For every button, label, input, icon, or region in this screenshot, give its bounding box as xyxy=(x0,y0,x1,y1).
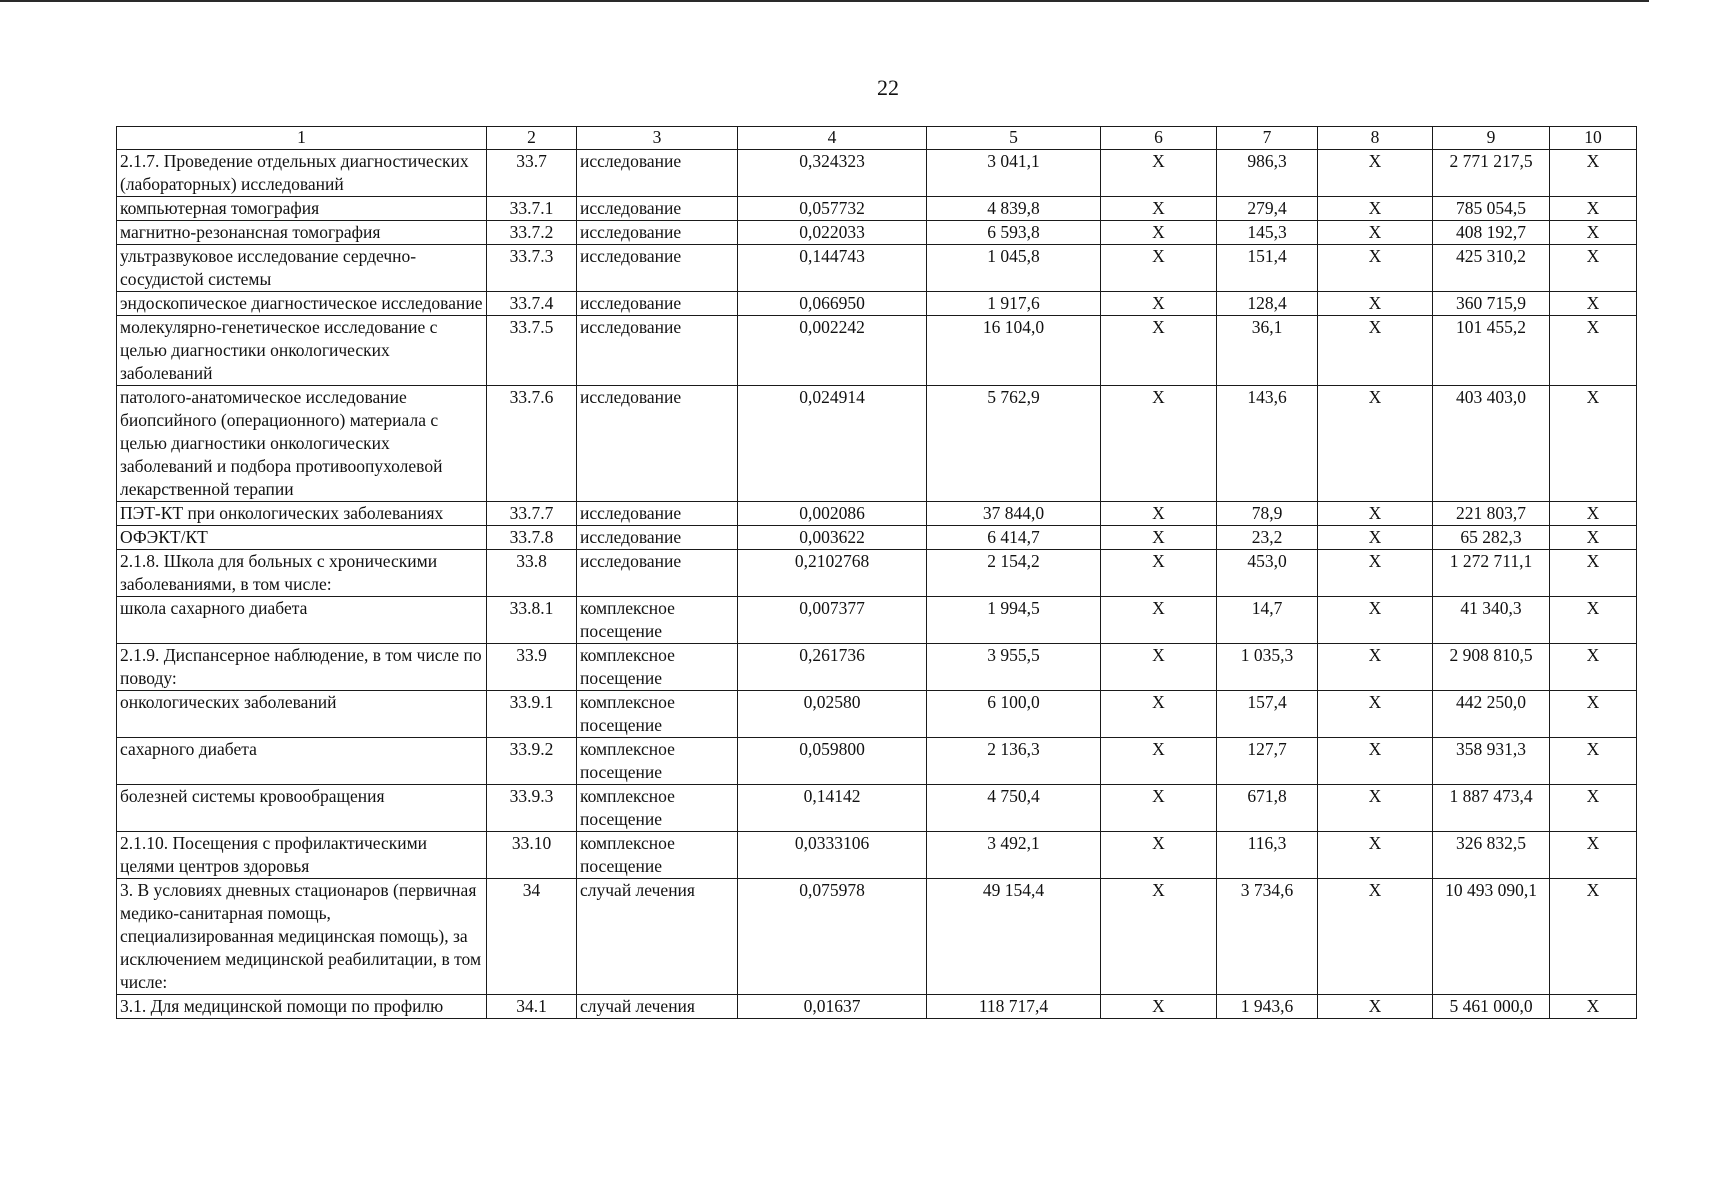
row-col5: 118 717,4 xyxy=(927,995,1101,1019)
row-col5: 3 492,1 xyxy=(927,832,1101,879)
row-unit: исследование xyxy=(577,526,738,550)
row-name: школа сахарного диабета xyxy=(117,597,487,644)
row-col7: 671,8 xyxy=(1217,785,1318,832)
table-row xyxy=(117,221,1637,245)
row-name: 2.1.9. Диспансерное наблюдение, в том числе по поводу: xyxy=(117,644,487,691)
row-col5: 6 100,0 xyxy=(927,691,1101,738)
row-code: 33.7.6 xyxy=(487,386,577,502)
row-col10: X xyxy=(1550,502,1637,526)
row-code: 33.7 xyxy=(487,150,577,197)
row-code: 33.8.1 xyxy=(487,597,577,644)
row-col5: 2 154,2 xyxy=(927,550,1101,597)
row-col6: X xyxy=(1101,292,1217,316)
row-col9: 101 455,2 xyxy=(1433,316,1550,386)
row-col8: X xyxy=(1318,597,1433,644)
row-unit: исследование xyxy=(577,221,738,245)
row-name: молекулярно-генетическое исследование с целью диагностики онкологических заболеваний xyxy=(117,316,487,386)
row-col9: 1 887 473,4 xyxy=(1433,785,1550,832)
row-col5: 5 762,9 xyxy=(927,386,1101,502)
top-rule xyxy=(0,0,1649,2)
row-col6: X xyxy=(1101,316,1217,386)
row-col4: 0,01637 xyxy=(738,995,927,1019)
row-name: эндоскопическое диагностическое исследование xyxy=(117,292,487,316)
row-unit: исследование xyxy=(577,386,738,502)
row-code: 33.7.4 xyxy=(487,292,577,316)
row-name: магнитно-резонансная томография xyxy=(117,221,487,245)
row-col8: X xyxy=(1318,197,1433,221)
row-code: 33.7.7 xyxy=(487,502,577,526)
column-header-5: 5 xyxy=(927,127,1101,150)
row-col4: 0,024914 xyxy=(738,386,927,502)
row-col8: X xyxy=(1318,386,1433,502)
row-code: 33.7.1 xyxy=(487,197,577,221)
page-number: 22 xyxy=(877,75,899,100)
row-col9: 442 250,0 xyxy=(1433,691,1550,738)
row-unit: комплексное посещение xyxy=(577,738,738,785)
row-col5: 6 593,8 xyxy=(927,221,1101,245)
column-header-2: 2 xyxy=(487,127,577,150)
row-col7: 116,3 xyxy=(1217,832,1318,879)
row-col4: 0,324323 xyxy=(738,150,927,197)
row-col8: X xyxy=(1318,738,1433,785)
table-row xyxy=(117,832,1637,879)
table-container xyxy=(116,126,1636,1019)
table-row xyxy=(117,691,1637,738)
row-col9: 360 715,9 xyxy=(1433,292,1550,316)
row-col8: X xyxy=(1318,502,1433,526)
row-col6: X xyxy=(1101,691,1217,738)
row-col9: 403 403,0 xyxy=(1433,386,1550,502)
row-col8: X xyxy=(1318,785,1433,832)
row-col9: 425 310,2 xyxy=(1433,245,1550,292)
row-col6: X xyxy=(1101,879,1217,995)
row-col7: 151,4 xyxy=(1217,245,1318,292)
row-name: ПЭТ-КТ при онкологических заболеваниях xyxy=(117,502,487,526)
row-col8: X xyxy=(1318,292,1433,316)
row-col5: 3 041,1 xyxy=(927,150,1101,197)
row-col9: 2 908 810,5 xyxy=(1433,644,1550,691)
row-code: 34 xyxy=(487,879,577,995)
row-col6: X xyxy=(1101,221,1217,245)
row-code: 33.9.3 xyxy=(487,785,577,832)
row-col6: X xyxy=(1101,995,1217,1019)
row-code: 33.9.1 xyxy=(487,691,577,738)
row-col7: 14,7 xyxy=(1217,597,1318,644)
row-col7: 128,4 xyxy=(1217,292,1318,316)
table-row xyxy=(117,550,1637,597)
row-unit: исследование xyxy=(577,292,738,316)
row-col5: 1 994,5 xyxy=(927,597,1101,644)
row-col5: 4 839,8 xyxy=(927,197,1101,221)
table-row xyxy=(117,197,1637,221)
row-name: ОФЭКТ/КТ xyxy=(117,526,487,550)
row-unit: исследование xyxy=(577,245,738,292)
row-col9: 1 272 711,1 xyxy=(1433,550,1550,597)
row-code: 33.9 xyxy=(487,644,577,691)
row-unit: комплексное посещение xyxy=(577,597,738,644)
column-header-6: 6 xyxy=(1101,127,1217,150)
row-col4: 0,144743 xyxy=(738,245,927,292)
row-col6: X xyxy=(1101,597,1217,644)
header-row xyxy=(117,127,1637,150)
row-col4: 0,0333106 xyxy=(738,832,927,879)
row-col9: 358 931,3 xyxy=(1433,738,1550,785)
table-row xyxy=(117,995,1637,1019)
row-col10: X xyxy=(1550,316,1637,386)
row-col6: X xyxy=(1101,386,1217,502)
row-col9: 5 461 000,0 xyxy=(1433,995,1550,1019)
column-header-4: 4 xyxy=(738,127,927,150)
table-row xyxy=(117,292,1637,316)
row-col4: 0,002086 xyxy=(738,502,927,526)
row-col7: 145,3 xyxy=(1217,221,1318,245)
row-col8: X xyxy=(1318,150,1433,197)
row-col8: X xyxy=(1318,526,1433,550)
row-col10: X xyxy=(1550,221,1637,245)
row-col4: 0,02580 xyxy=(738,691,927,738)
table-row xyxy=(117,879,1637,995)
row-col7: 3 734,6 xyxy=(1217,879,1318,995)
row-col4: 0,059800 xyxy=(738,738,927,785)
row-col7: 453,0 xyxy=(1217,550,1318,597)
row-col10: X xyxy=(1550,150,1637,197)
row-col5: 37 844,0 xyxy=(927,502,1101,526)
row-col4: 0,003622 xyxy=(738,526,927,550)
column-header-9: 9 xyxy=(1433,127,1550,150)
row-col8: X xyxy=(1318,644,1433,691)
row-col7: 78,9 xyxy=(1217,502,1318,526)
row-unit: исследование xyxy=(577,550,738,597)
row-code: 33.7.5 xyxy=(487,316,577,386)
row-name: сахарного диабета xyxy=(117,738,487,785)
row-unit: комплексное посещение xyxy=(577,785,738,832)
row-col10: X xyxy=(1550,197,1637,221)
column-header-7: 7 xyxy=(1217,127,1318,150)
row-col7: 23,2 xyxy=(1217,526,1318,550)
table-row xyxy=(117,386,1637,502)
column-header-10: 10 xyxy=(1550,127,1637,150)
row-col6: X xyxy=(1101,150,1217,197)
row-col10: X xyxy=(1550,644,1637,691)
row-col5: 3 955,5 xyxy=(927,644,1101,691)
row-unit: случай лечения xyxy=(577,995,738,1019)
column-header-1: 1 xyxy=(117,127,487,150)
row-col7: 1 035,3 xyxy=(1217,644,1318,691)
row-col9: 326 832,5 xyxy=(1433,832,1550,879)
row-col6: X xyxy=(1101,832,1217,879)
row-col6: X xyxy=(1101,738,1217,785)
row-col4: 0,2102768 xyxy=(738,550,927,597)
row-col6: X xyxy=(1101,785,1217,832)
row-unit: исследование xyxy=(577,316,738,386)
row-col6: X xyxy=(1101,526,1217,550)
row-col8: X xyxy=(1318,995,1433,1019)
row-col10: X xyxy=(1550,550,1637,597)
row-col10: X xyxy=(1550,879,1637,995)
row-col5: 1 045,8 xyxy=(927,245,1101,292)
row-col10: X xyxy=(1550,738,1637,785)
row-code: 33.9.2 xyxy=(487,738,577,785)
row-code: 33.7.3 xyxy=(487,245,577,292)
row-col9: 41 340,3 xyxy=(1433,597,1550,644)
row-col9: 408 192,7 xyxy=(1433,221,1550,245)
row-col7: 157,4 xyxy=(1217,691,1318,738)
row-col10: X xyxy=(1550,245,1637,292)
row-col6: X xyxy=(1101,197,1217,221)
row-col10: X xyxy=(1550,995,1637,1019)
row-unit: исследование xyxy=(577,502,738,526)
table-row xyxy=(117,526,1637,550)
row-col8: X xyxy=(1318,879,1433,995)
row-name: 3.1. Для медицинской помощи по профилю xyxy=(117,995,487,1019)
row-col10: X xyxy=(1550,526,1637,550)
column-header-8: 8 xyxy=(1318,127,1433,150)
row-col5: 16 104,0 xyxy=(927,316,1101,386)
row-col8: X xyxy=(1318,832,1433,879)
table-row xyxy=(117,316,1637,386)
row-col5: 6 414,7 xyxy=(927,526,1101,550)
row-name: 3. В условиях дневных стационаров (первичная медико-санитарная помощь, специализированная медицинская помощь), за исключением медицинской реабилитации, в том числе: xyxy=(117,879,487,995)
table-row xyxy=(117,738,1637,785)
row-col6: X xyxy=(1101,245,1217,292)
data-table xyxy=(116,126,1637,1019)
row-unit: исследование xyxy=(577,197,738,221)
row-col9: 785 054,5 xyxy=(1433,197,1550,221)
row-code: 33.7.8 xyxy=(487,526,577,550)
row-unit: комплексное посещение xyxy=(577,832,738,879)
row-code: 33.10 xyxy=(487,832,577,879)
row-col4: 0,057732 xyxy=(738,197,927,221)
row-name: компьютерная томография xyxy=(117,197,487,221)
row-code: 34.1 xyxy=(487,995,577,1019)
row-col7: 1 943,6 xyxy=(1217,995,1318,1019)
row-col4: 0,022033 xyxy=(738,221,927,245)
row-col10: X xyxy=(1550,785,1637,832)
row-col4: 0,007377 xyxy=(738,597,927,644)
row-unit: исследование xyxy=(577,150,738,197)
row-name: онкологических заболеваний xyxy=(117,691,487,738)
row-col4: 0,002242 xyxy=(738,316,927,386)
row-col4: 0,066950 xyxy=(738,292,927,316)
row-name: болезней системы кровообращения xyxy=(117,785,487,832)
row-col9: 65 282,3 xyxy=(1433,526,1550,550)
row-unit: случай лечения xyxy=(577,879,738,995)
row-col8: X xyxy=(1318,550,1433,597)
row-col10: X xyxy=(1550,691,1637,738)
table-row xyxy=(117,150,1637,197)
table-row xyxy=(117,644,1637,691)
row-col5: 4 750,4 xyxy=(927,785,1101,832)
table-row xyxy=(117,245,1637,292)
row-col5: 1 917,6 xyxy=(927,292,1101,316)
row-col7: 279,4 xyxy=(1217,197,1318,221)
row-name: 2.1.7. Проведение отдельных диагностических (лабораторных) исследований xyxy=(117,150,487,197)
row-col5: 2 136,3 xyxy=(927,738,1101,785)
row-col4: 0,261736 xyxy=(738,644,927,691)
row-col10: X xyxy=(1550,386,1637,502)
column-header-3: 3 xyxy=(577,127,738,150)
row-col8: X xyxy=(1318,221,1433,245)
row-col10: X xyxy=(1550,597,1637,644)
row-col4: 0,14142 xyxy=(738,785,927,832)
row-code: 33.8 xyxy=(487,550,577,597)
row-name: ультразвуковое исследование сердечно-сосудистой системы xyxy=(117,245,487,292)
row-col5: 49 154,4 xyxy=(927,879,1101,995)
row-col4: 0,075978 xyxy=(738,879,927,995)
row-col9: 221 803,7 xyxy=(1433,502,1550,526)
row-col8: X xyxy=(1318,245,1433,292)
row-col6: X xyxy=(1101,502,1217,526)
row-col9: 10 493 090,1 xyxy=(1433,879,1550,995)
row-col10: X xyxy=(1550,832,1637,879)
row-col6: X xyxy=(1101,550,1217,597)
table-body xyxy=(117,150,1637,1019)
row-code: 33.7.2 xyxy=(487,221,577,245)
row-col8: X xyxy=(1318,316,1433,386)
row-col7: 986,3 xyxy=(1217,150,1318,197)
row-col7: 143,6 xyxy=(1217,386,1318,502)
row-col7: 36,1 xyxy=(1217,316,1318,386)
table-row xyxy=(117,597,1637,644)
row-col7: 127,7 xyxy=(1217,738,1318,785)
row-name: 2.1.10. Посещения с профилактическими целями центров здоровья xyxy=(117,832,487,879)
row-unit: комплексное посещение xyxy=(577,644,738,691)
row-col9: 2 771 217,5 xyxy=(1433,150,1550,197)
row-unit: комплексное посещение xyxy=(577,691,738,738)
row-name: 2.1.8. Школа для больных с хроническими заболеваниями, в том числе: xyxy=(117,550,487,597)
row-col10: X xyxy=(1550,292,1637,316)
table-row xyxy=(117,785,1637,832)
row-col6: X xyxy=(1101,644,1217,691)
row-col8: X xyxy=(1318,691,1433,738)
table-row xyxy=(117,502,1637,526)
row-name: патолого-анатомическое исследование биопсийного (операционного) материала с целью диагностики онкологических заболеваний и подбора противоопухолевой лекарственной терапии xyxy=(117,386,487,502)
